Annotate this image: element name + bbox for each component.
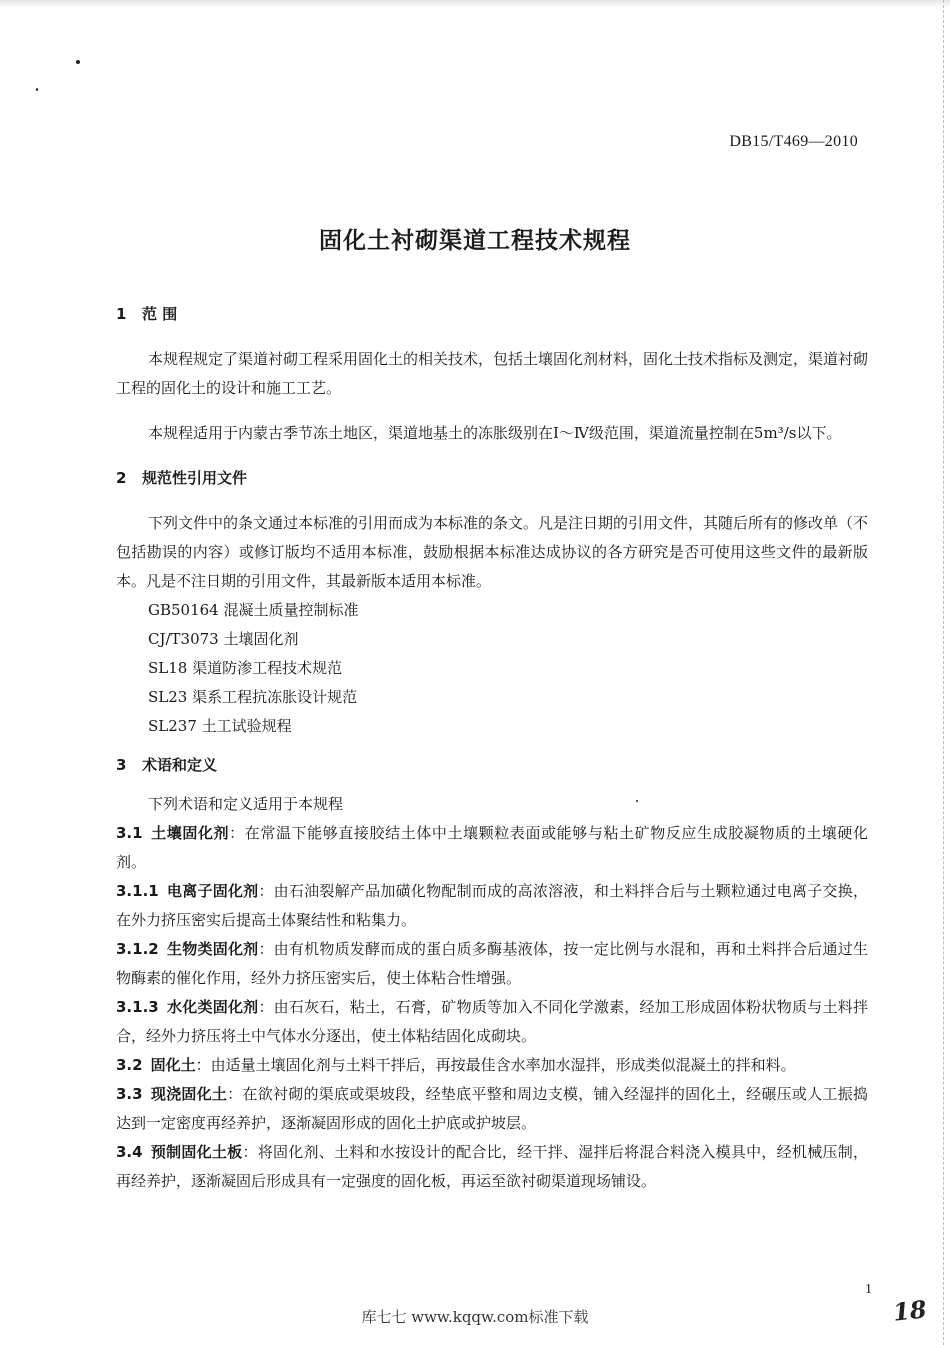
term-name: 土壤固化剂	[150, 824, 230, 842]
term-name: 现浇固化土	[150, 1085, 228, 1103]
term-text: ：在欲衬砌的渠底或渠坡段，经垫底平整和周边支模，铺入经湿拌的固化土，经碾压或人工振捣达到一定密度再经养护，逐渐凝固形成的固化土护底或护坡层。	[116, 1085, 868, 1132]
section-1-heading	[116, 300, 868, 329]
term-number: 3.4	[116, 1143, 143, 1161]
term-name: 生物类固化剂	[166, 940, 259, 958]
document-title: 固化土衬砌渠道工程技术规程	[319, 228, 631, 254]
term-definition	[116, 993, 868, 1051]
term-definition	[116, 1080, 868, 1138]
term-definition	[116, 877, 868, 935]
watermark-footer: 库七七 www.kqqw.com标准下载	[361, 1308, 589, 1326]
term-number: 3.1.3	[116, 998, 159, 1016]
term-name: 预制固化土板	[150, 1143, 243, 1161]
term-text: ：在常温下能够直接胶结土体中土壤颗粒表面或能够与粘土矿物反应生成胶凝物质的土壤硬化剂。	[116, 824, 868, 871]
term-name: 水化类固化剂	[166, 998, 259, 1016]
page-number: 1	[865, 1282, 872, 1297]
scan-speck	[36, 88, 38, 91]
term-text: ：由适量土壤固化剂与土料干拌后，再按最佳含水率加水湿拌，形成类似混凝土的拌和料。	[195, 1056, 796, 1074]
reference-item: SL18 渠道防渗工程技术规范	[148, 659, 343, 677]
document-code: DB15/T469—2010	[729, 133, 858, 150]
term-number: 3.3	[116, 1085, 143, 1103]
term-definition	[116, 1138, 868, 1196]
term-name: 电离子固化剂	[166, 882, 259, 900]
term-number: 3.1.1	[116, 882, 159, 900]
section-title: 范 围	[142, 305, 178, 323]
term-definition	[116, 935, 868, 993]
section-3-heading	[116, 751, 868, 780]
reference-item: SL23 渠系工程抗冻胀设计规范	[148, 688, 358, 706]
section-1-paragraph-1: 本规程规定了渠道衬砌工程采用固化土的相关技术，包括土壤固化剂材料，固化土技术指标及测定，渠道衬砌工程的固化土的设计和施工工艺。	[116, 350, 869, 397]
section-number: 1	[116, 305, 127, 323]
section-title: 术语和定义	[142, 756, 218, 774]
term-text: ：由石灰石，粘土，石膏，矿物质等加入不同化学激素，经加工形成固体粉状物质与土料拌合，经外力挤压将土中气体水分逐出，使土体粘结固化成砌块。	[116, 998, 868, 1045]
term-number: 3.1	[116, 824, 143, 842]
term-text: ：由有机物质发酵而成的蛋白质多酶基液体，按一定比例与水混和，再和土料拌合后通过生物酶素的催化作用，经外力挤压密实后，使土体粘合性增强。	[116, 940, 868, 987]
section-2-paragraph: 下列文件中的条文通过本标准的引用而成为本标准的条文。凡是注日期的引用文件，其随后所有的修改单（不包括勘误的内容）或修订版均不适用本标准，鼓励根据本标准达成协议的各方研究是否可使用这些文件的最新版本。凡是不注日期的引用文件，其最新版本适用本标准。	[116, 514, 869, 590]
term-number: 3.2	[116, 1056, 143, 1074]
term-definition	[116, 819, 868, 877]
reference-item: CJ/T3073 土壤固化剂	[148, 630, 299, 648]
section-3-intro: 下列术语和定义适用于本规程	[148, 795, 344, 813]
term-text: ：由石油裂解产品加磺化物配制而成的高浓溶液，和土料拌合后与土颗粒通过电离子交换，在外力挤压密实后提高土体聚结性和粘集力。	[116, 882, 868, 929]
term-number: 3.1.2	[116, 940, 159, 958]
section-number: 2	[116, 469, 127, 487]
document-body	[116, 300, 868, 1196]
term-definition	[116, 1051, 868, 1080]
term-text: ：将固化剂、土料和水按设计的配合比，经干拌、湿拌后将混合料浇入模具中，经机械压制，再经养护，逐渐凝固后形成具有一定强度的固化板，再运至欲衬砌渠道现场铺设。	[116, 1143, 868, 1190]
term-name: 固化土	[150, 1056, 196, 1074]
scan-edge-right	[943, 0, 950, 1345]
scan-edge-top	[0, 0, 950, 8]
section-2-heading	[116, 464, 868, 493]
scan-speck	[76, 60, 80, 64]
section-1-paragraph-2: 本规程适用于内蒙古季节冻土地区，渠道地基土的冻胀级别在Ⅰ～Ⅳ级范围，渠道流量控制在5m³/s以下。	[148, 424, 842, 442]
reference-item: SL237 土工试验规程	[148, 717, 292, 735]
reference-item: GB50164 混凝土质量控制标准	[148, 601, 359, 619]
section-title: 规范性引用文件	[142, 469, 248, 487]
section-number: 3	[116, 756, 127, 774]
handwritten-page-mark: 18	[891, 1294, 928, 1327]
